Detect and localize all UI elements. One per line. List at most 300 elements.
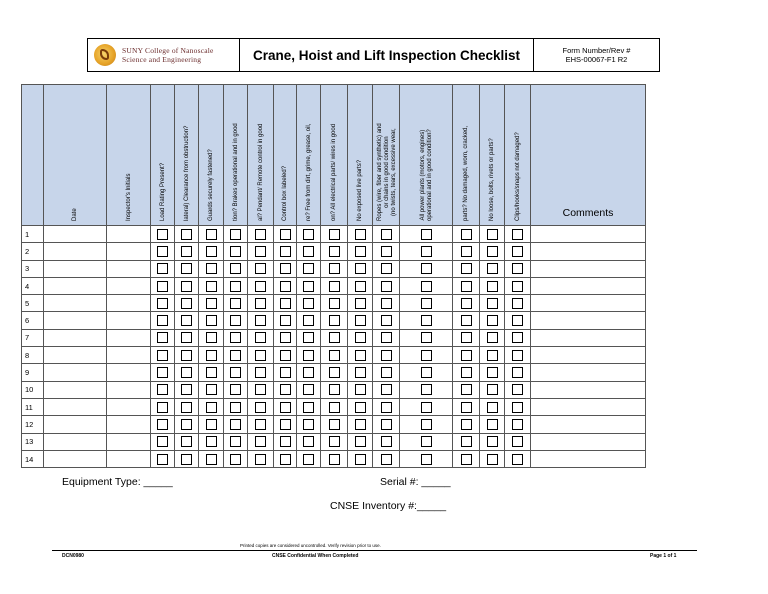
serial-number-field[interactable]: Serial #: _____	[380, 476, 451, 488]
checkbox[interactable]	[381, 281, 392, 292]
check-cell	[373, 416, 400, 433]
checkbox[interactable]	[421, 419, 432, 430]
check-cell	[453, 295, 480, 312]
checkbox[interactable]	[230, 436, 241, 447]
date-cell[interactable]	[44, 226, 107, 243]
checkbox[interactable]	[421, 298, 432, 309]
date-cell[interactable]	[44, 450, 107, 467]
initials-cell[interactable]	[107, 295, 151, 312]
checkbox[interactable]	[181, 332, 192, 343]
equipment-type-field[interactable]: Equipment Type: _____	[62, 476, 173, 488]
checkbox[interactable]	[206, 436, 217, 447]
checkbox[interactable]	[230, 454, 241, 465]
checkbox[interactable]	[329, 315, 340, 326]
checkbox[interactable]	[512, 350, 523, 361]
checkbox[interactable]	[303, 436, 314, 447]
checkbox[interactable]	[512, 263, 523, 274]
checkbox[interactable]	[157, 367, 168, 378]
checkbox[interactable]	[181, 419, 192, 430]
checkbox[interactable]	[329, 384, 340, 395]
checkbox[interactable]	[329, 332, 340, 343]
checkbox[interactable]	[157, 454, 168, 465]
checkbox[interactable]	[230, 281, 241, 292]
checkbox[interactable]	[280, 350, 291, 361]
checkbox[interactable]	[421, 367, 432, 378]
checkbox[interactable]	[280, 246, 291, 257]
checkbox[interactable]	[421, 263, 432, 274]
check-cell	[348, 277, 373, 294]
checkbox[interactable]	[206, 298, 217, 309]
checkbox[interactable]	[461, 367, 472, 378]
checkbox[interactable]	[512, 315, 523, 326]
checkbox[interactable]	[329, 281, 340, 292]
checkbox[interactable]	[487, 229, 498, 240]
check-cell	[151, 416, 175, 433]
cnse-inventory-field[interactable]: CNSE Inventory #:_____	[330, 500, 447, 512]
checkbox[interactable]	[181, 402, 192, 413]
initials-cell[interactable]	[107, 226, 151, 243]
check-cell	[453, 381, 480, 398]
checkbox[interactable]	[206, 402, 217, 413]
check-cell	[248, 364, 274, 381]
checkbox[interactable]	[355, 229, 366, 240]
checkbox[interactable]	[381, 263, 392, 274]
checkbox[interactable]	[381, 402, 392, 413]
date-cell[interactable]	[44, 243, 107, 260]
checkbox[interactable]	[355, 332, 366, 343]
check-cell	[297, 381, 321, 398]
checkbox[interactable]	[181, 454, 192, 465]
check-cell	[400, 277, 453, 294]
checkbox[interactable]	[421, 315, 432, 326]
checkbox[interactable]	[461, 402, 472, 413]
comments-cell[interactable]	[531, 433, 646, 450]
checkbox[interactable]	[355, 281, 366, 292]
checkbox[interactable]	[487, 367, 498, 378]
checkbox[interactable]	[230, 229, 241, 240]
checkbox[interactable]	[329, 454, 340, 465]
check-cell	[224, 433, 248, 450]
comments-cell[interactable]	[531, 450, 646, 467]
checkbox[interactable]	[303, 263, 314, 274]
checkbox[interactable]	[461, 384, 472, 395]
checkbox[interactable]	[381, 384, 392, 395]
date-cell[interactable]	[44, 312, 107, 329]
date-cell[interactable]	[44, 329, 107, 346]
initials-cell[interactable]	[107, 433, 151, 450]
initials-cell[interactable]	[107, 450, 151, 467]
checkbox[interactable]	[487, 419, 498, 430]
comments-cell[interactable]	[531, 329, 646, 346]
checkbox[interactable]	[280, 315, 291, 326]
date-cell[interactable]	[44, 260, 107, 277]
checkbox[interactable]	[487, 315, 498, 326]
checkbox[interactable]	[461, 454, 472, 465]
checkbox[interactable]	[512, 384, 523, 395]
checkbox[interactable]	[421, 246, 432, 257]
check-cell	[321, 243, 348, 260]
table-row	[22, 347, 646, 364]
check-cell	[400, 295, 453, 312]
comments-cell[interactable]	[531, 347, 646, 364]
check-cell	[224, 260, 248, 277]
checkbox[interactable]	[255, 281, 266, 292]
check-cell	[297, 329, 321, 346]
form-number-value: EHS-00067-F1 R2	[565, 55, 628, 64]
checkbox[interactable]	[303, 315, 314, 326]
check-cell	[453, 450, 480, 467]
checkbox[interactable]	[303, 246, 314, 257]
checkbox[interactable]	[329, 436, 340, 447]
checkbox[interactable]	[230, 402, 241, 413]
checkbox[interactable]	[381, 367, 392, 378]
checkbox[interactable]	[355, 367, 366, 378]
checkbox[interactable]	[487, 298, 498, 309]
checkbox[interactable]	[381, 419, 392, 430]
checkbox[interactable]	[421, 402, 432, 413]
comments-cell[interactable]	[531, 381, 646, 398]
column-header-8	[274, 85, 297, 226]
checkbox[interactable]	[461, 263, 472, 274]
check-cell	[199, 416, 224, 433]
check-cell	[400, 329, 453, 346]
checkbox[interactable]	[157, 384, 168, 395]
checkbox[interactable]	[512, 436, 523, 447]
checkbox[interactable]	[206, 384, 217, 395]
check-cell	[373, 260, 400, 277]
checkbox[interactable]	[512, 298, 523, 309]
comments-cell[interactable]	[531, 295, 646, 312]
comments-cell[interactable]	[531, 312, 646, 329]
checkbox[interactable]	[381, 298, 392, 309]
check-cell	[297, 364, 321, 381]
check-cell	[175, 243, 199, 260]
checkbox[interactable]	[255, 454, 266, 465]
check-cell	[199, 398, 224, 415]
checkbox[interactable]	[461, 419, 472, 430]
checkbox[interactable]	[255, 367, 266, 378]
checkbox[interactable]	[461, 350, 472, 361]
checkbox[interactable]	[230, 263, 241, 274]
check-cell	[480, 226, 505, 243]
checkbox[interactable]	[461, 229, 472, 240]
checkbox[interactable]	[157, 298, 168, 309]
checkbox[interactable]	[280, 384, 291, 395]
check-cell	[348, 381, 373, 398]
checkbox[interactable]	[461, 298, 472, 309]
check-cell	[453, 347, 480, 364]
checkbox[interactable]	[512, 367, 523, 378]
checkbox[interactable]	[157, 402, 168, 413]
checkbox[interactable]	[355, 246, 366, 257]
column-header-10	[321, 85, 348, 226]
checkbox[interactable]	[487, 332, 498, 343]
checkbox[interactable]	[329, 229, 340, 240]
checkbox[interactable]	[329, 402, 340, 413]
initials-cell[interactable]	[107, 416, 151, 433]
checkbox[interactable]	[280, 402, 291, 413]
checkbox[interactable]	[230, 384, 241, 395]
check-cell	[151, 260, 175, 277]
checkbox[interactable]	[381, 332, 392, 343]
checkbox[interactable]	[355, 454, 366, 465]
checkbox[interactable]	[421, 436, 432, 447]
checkbox[interactable]	[487, 263, 498, 274]
check-cell	[297, 347, 321, 364]
date-cell[interactable]	[44, 364, 107, 381]
check-cell	[224, 416, 248, 433]
checkbox[interactable]	[255, 298, 266, 309]
checkbox[interactable]	[421, 332, 432, 343]
comments-cell[interactable]	[531, 364, 646, 381]
check-cell	[400, 260, 453, 277]
checkbox[interactable]	[381, 229, 392, 240]
checkbox[interactable]	[181, 350, 192, 361]
checkbox[interactable]	[329, 419, 340, 430]
checkbox[interactable]	[255, 332, 266, 343]
checkbox[interactable]	[181, 281, 192, 292]
check-cell	[480, 364, 505, 381]
checkbox[interactable]	[255, 436, 266, 447]
checkbox[interactable]	[303, 402, 314, 413]
checkbox[interactable]	[421, 281, 432, 292]
checkbox[interactable]	[512, 281, 523, 292]
checkbox[interactable]	[181, 298, 192, 309]
checkbox[interactable]	[255, 419, 266, 430]
checkbox[interactable]	[487, 402, 498, 413]
checkbox[interactable]	[157, 419, 168, 430]
checkbox[interactable]	[157, 350, 168, 361]
checkbox[interactable]	[355, 263, 366, 274]
check-cell	[480, 277, 505, 294]
check-cell	[248, 226, 274, 243]
checkbox[interactable]	[206, 229, 217, 240]
checkbox[interactable]	[181, 246, 192, 257]
checkbox[interactable]	[206, 281, 217, 292]
checkbox[interactable]	[206, 367, 217, 378]
checkbox[interactable]	[303, 298, 314, 309]
comments-cell[interactable]	[531, 277, 646, 294]
checkbox[interactable]	[329, 246, 340, 257]
checkbox[interactable]	[512, 229, 523, 240]
checkbox[interactable]	[355, 315, 366, 326]
checkbox[interactable]	[303, 454, 314, 465]
column-header-label: Date	[72, 208, 78, 221]
comments-cell[interactable]	[531, 243, 646, 260]
initials-cell[interactable]	[107, 381, 151, 398]
checkbox[interactable]	[512, 332, 523, 343]
comments-cell[interactable]	[531, 416, 646, 433]
check-cell	[199, 312, 224, 329]
date-cell[interactable]	[44, 381, 107, 398]
checkbox[interactable]	[487, 384, 498, 395]
column-header-12	[373, 85, 400, 226]
check-cell	[505, 295, 531, 312]
checkbox[interactable]	[303, 350, 314, 361]
date-cell[interactable]	[44, 398, 107, 415]
check-cell	[373, 433, 400, 450]
initials-cell[interactable]	[107, 312, 151, 329]
comments-cell[interactable]	[531, 260, 646, 277]
comments-cell[interactable]	[531, 226, 646, 243]
checkbox[interactable]	[487, 454, 498, 465]
checkbox[interactable]	[303, 332, 314, 343]
checkbox[interactable]	[303, 384, 314, 395]
checkbox[interactable]	[512, 454, 523, 465]
check-cell	[199, 226, 224, 243]
check-cell	[151, 295, 175, 312]
checkbox[interactable]	[355, 298, 366, 309]
checkbox[interactable]	[230, 315, 241, 326]
column-header-label: tion? Brakes operational and in good	[232, 123, 239, 221]
checkbox[interactable]	[181, 315, 192, 326]
checkbox[interactable]	[280, 436, 291, 447]
checkbox[interactable]	[255, 229, 266, 240]
checkbox[interactable]	[255, 350, 266, 361]
checkbox[interactable]	[280, 298, 291, 309]
initials-cell[interactable]	[107, 243, 151, 260]
checkbox[interactable]	[329, 350, 340, 361]
checkbox[interactable]	[206, 332, 217, 343]
checkbox[interactable]	[487, 281, 498, 292]
check-cell	[453, 226, 480, 243]
checkbox[interactable]	[206, 263, 217, 274]
initials-cell[interactable]	[107, 329, 151, 346]
checkbox[interactable]	[355, 350, 366, 361]
date-cell[interactable]	[44, 416, 107, 433]
checkbox[interactable]	[206, 350, 217, 361]
check-cell	[199, 277, 224, 294]
checkbox[interactable]	[355, 384, 366, 395]
checkbox[interactable]	[280, 281, 291, 292]
checkbox[interactable]	[487, 350, 498, 361]
checkbox[interactable]	[230, 419, 241, 430]
checkbox[interactable]	[206, 315, 217, 326]
checkbox[interactable]	[303, 419, 314, 430]
checkbox[interactable]	[181, 263, 192, 274]
checkbox[interactable]	[181, 367, 192, 378]
checkbox[interactable]	[421, 229, 432, 240]
check-cell	[321, 450, 348, 467]
checkbox[interactable]	[157, 246, 168, 257]
checkbox[interactable]	[181, 229, 192, 240]
checkbox[interactable]	[280, 419, 291, 430]
checkbox[interactable]	[255, 246, 266, 257]
checkbox[interactable]	[461, 246, 472, 257]
checkbox[interactable]	[329, 263, 340, 274]
date-cell[interactable]	[44, 433, 107, 450]
checkbox[interactable]	[461, 315, 472, 326]
checkbox[interactable]	[512, 402, 523, 413]
checkbox[interactable]	[329, 298, 340, 309]
checkbox[interactable]	[255, 384, 266, 395]
check-cell	[297, 433, 321, 450]
comments-cell[interactable]	[531, 398, 646, 415]
checkbox[interactable]	[487, 436, 498, 447]
checkbox[interactable]	[355, 402, 366, 413]
checkbox[interactable]	[255, 263, 266, 274]
initials-cell[interactable]	[107, 277, 151, 294]
checkbox[interactable]	[381, 454, 392, 465]
checkbox[interactable]	[381, 246, 392, 257]
checkbox[interactable]	[206, 454, 217, 465]
initials-cell[interactable]	[107, 398, 151, 415]
form-number-block	[534, 39, 659, 71]
checkbox[interactable]	[157, 229, 168, 240]
checkbox[interactable]	[181, 436, 192, 447]
checkbox[interactable]	[230, 350, 241, 361]
checkbox[interactable]	[157, 281, 168, 292]
checkbox[interactable]	[157, 332, 168, 343]
check-cell	[480, 433, 505, 450]
checkbox[interactable]	[280, 454, 291, 465]
check-cell	[480, 381, 505, 398]
checkbox[interactable]	[421, 454, 432, 465]
checkbox[interactable]	[230, 367, 241, 378]
checkbox[interactable]	[230, 298, 241, 309]
checkbox[interactable]	[461, 332, 472, 343]
checkbox[interactable]	[381, 315, 392, 326]
checkbox[interactable]	[280, 367, 291, 378]
checkbox[interactable]	[255, 315, 266, 326]
checkbox[interactable]	[303, 229, 314, 240]
checkbox[interactable]	[461, 436, 472, 447]
date-cell[interactable]	[44, 295, 107, 312]
column-header-label: lateral) Clearance from obstruction?	[183, 125, 190, 221]
checkbox[interactable]	[303, 281, 314, 292]
check-cell	[224, 312, 248, 329]
checkbox[interactable]	[157, 263, 168, 274]
check-cell	[199, 295, 224, 312]
table-row	[22, 364, 646, 381]
checkbox[interactable]	[421, 384, 432, 395]
checkbox[interactable]	[181, 384, 192, 395]
initials-cell[interactable]	[107, 260, 151, 277]
check-cell	[274, 450, 297, 467]
date-cell[interactable]	[44, 347, 107, 364]
checkbox[interactable]	[230, 332, 241, 343]
checkbox[interactable]	[280, 229, 291, 240]
checkbox[interactable]	[461, 281, 472, 292]
checkbox[interactable]	[206, 419, 217, 430]
checkbox[interactable]	[421, 350, 432, 361]
initials-cell[interactable]	[107, 364, 151, 381]
checkbox[interactable]	[255, 402, 266, 413]
checkbox[interactable]	[355, 436, 366, 447]
checkbox[interactable]	[280, 263, 291, 274]
checkbox[interactable]	[487, 246, 498, 257]
checkbox[interactable]	[157, 315, 168, 326]
check-cell	[321, 364, 348, 381]
date-cell[interactable]	[44, 277, 107, 294]
column-header-7	[248, 85, 274, 226]
initials-cell[interactable]	[107, 347, 151, 364]
checkbox[interactable]	[355, 419, 366, 430]
checkbox[interactable]	[280, 332, 291, 343]
checkbox[interactable]	[381, 436, 392, 447]
checkbox[interactable]	[157, 436, 168, 447]
checkbox[interactable]	[512, 246, 523, 257]
checkbox[interactable]	[329, 367, 340, 378]
check-cell	[274, 260, 297, 277]
checkbox[interactable]	[206, 246, 217, 257]
checkbox[interactable]	[230, 246, 241, 257]
check-cell	[505, 260, 531, 277]
checkbox[interactable]	[303, 367, 314, 378]
check-cell	[480, 295, 505, 312]
checkbox[interactable]	[512, 419, 523, 430]
checkbox[interactable]	[381, 350, 392, 361]
